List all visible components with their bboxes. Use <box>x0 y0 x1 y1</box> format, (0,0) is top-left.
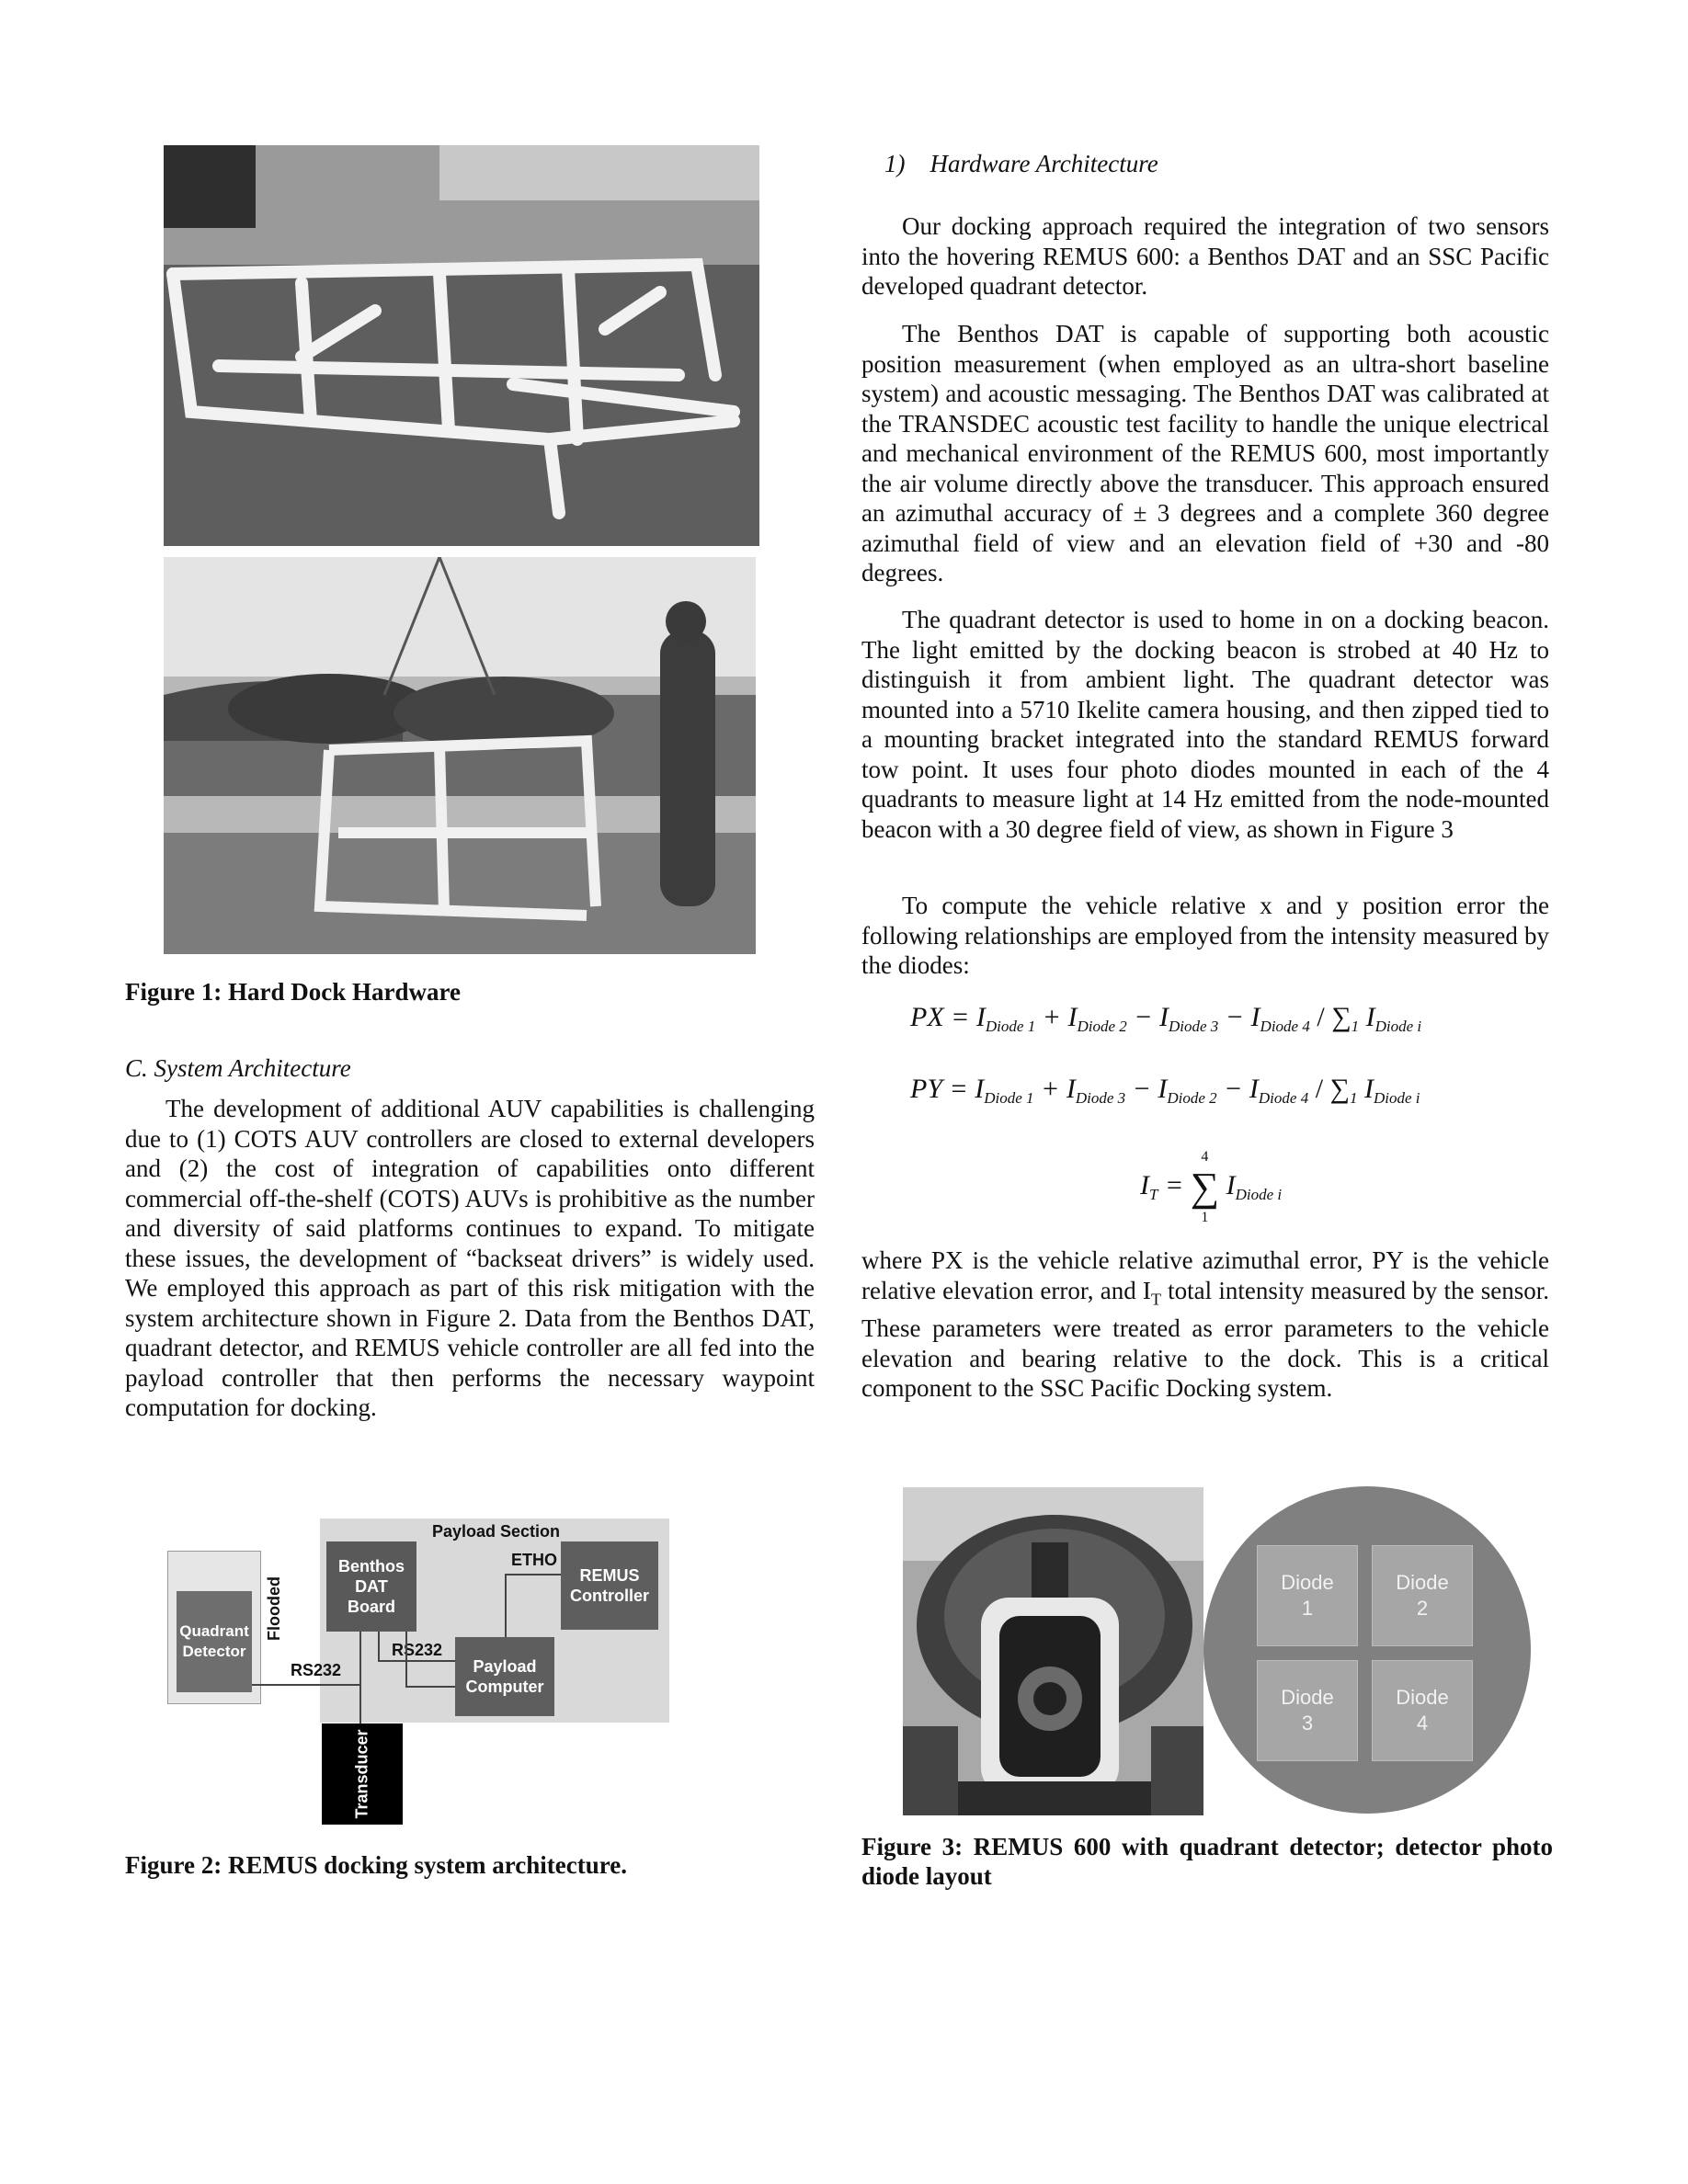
section-1-p1: Our docking approach required the integration of two sensors into the hovering REMUS 600: a Benthos DAT and an SSC Pacific developed quadrant detector. <box>861 212 1549 300</box>
payload-section-title: Payload Section <box>432 1522 561 1541</box>
figure3-caption: Figure 3: REMUS 600 with quadrant detector; detector photo diode layout <box>861 1833 1553 1890</box>
payload-computer-box: Payload Computer <box>455 1637 554 1716</box>
etho-label: ETHO <box>511 1551 558 1569</box>
diode-2-cell: Diode 2 <box>1372 1545 1473 1646</box>
section-1-heading: 1) Hardware Architecture <box>884 150 1158 177</box>
section-c-heading: C. System Architecture <box>125 1054 351 1082</box>
section-1-p4: To compute the vehicle relative x and y position error the following relationships are employed from the intensity measured by the diodes: <box>861 892 1549 979</box>
flooded-label: Flooded <box>265 1576 283 1641</box>
section-c-paragraph: The development of additional AUV capabilities is challenging due to (1) COTS AUV controllers are closed to external developers and (2) the cost of integration of capabilities onto different commercial off-the-shelf (COTS) AUVs is prohibitive as the number and diversity of said platforms continues to expand. To mitigate these issues, the development of “backseat drivers” is widely used. We employed this approach as part of this risk mitigation with the system architecture shown in Figure 2. Data from the Benthos DAT, quadrant detector, and REMUS vehicle controller are all fed into the payload controller that then performs the necessary waypoint computation for docking. <box>125 1095 815 1421</box>
diode-1-cell: Diode 1 <box>1257 1545 1358 1646</box>
section-1-p3: The quadrant detector is used to home in on a docking beacon. The light emitted by the docking beacon is strobed at 40 Hz to distinguish it from ambient light. The quadrant detector was mounted into a 5710 Ikelite camera housing, and then zipped tied to a mounting bracket integrated into the standard REMUS forward tow point. It uses four photo diodes mounted in each of the 4 quadrants to measure light at 14 Hz emitted from the node-mounted beacon with a 30 degree field of view, as shown in Figure 3 <box>861 606 1549 843</box>
figure3-photo-remus <box>903 1487 1203 1815</box>
equation-px: PX = $I_{Diode 1} + I_{Diode 2} - I_{Diode 3} - I_{Diode 4} / \sum_1$ $I_{Diode i}$ <box>910 1002 1422 1035</box>
transducer-box: Transducer <box>322 1723 403 1825</box>
diode-4-cell: Diode 4 <box>1372 1660 1473 1761</box>
section-1-p2: The Benthos DAT is capable of supporting both acoustic position measurement (when employed as an ultra-short baseline system) and acoustic messaging. The Benthos DAT was calibrated at the TRANSDEC acoustic test facility to handle the unique electrical and mechanical environment of the REMUS 600, most importantly the air volume directly above the transducer. This approach ensured an azimuthal accuracy of ± 3 degrees and a complete 360 degree azimuthal field of view and an elevation field of +30 and -80 degrees. <box>861 320 1549 586</box>
diode-3-cell: Diode 3 <box>1257 1660 1358 1761</box>
equation-py: PY = $I_{Diode 1} + I_{Diode 3} - I_{Diode 2} - I_{Diode 4} / \sum_1$ $I_{Diode i}$ <box>910 1074 1420 1107</box>
benthos-dat-board-box: Benthos DAT Board <box>326 1541 416 1632</box>
figure2-diagram <box>165 1503 680 1834</box>
figure1-caption: Figure 1: Hard Dock Hardware <box>125 978 461 1006</box>
diode-layout-circle <box>1203 1486 1531 1814</box>
figure2-connectors <box>165 1503 680 1834</box>
quadrant-detector-box: Quadrant Detector <box>177 1591 252 1692</box>
remus-controller-box: REMUS Controller <box>561 1541 658 1630</box>
equation-it: $I_T$ = 4 ∑ 1 $I_{Diode i}$ <box>1140 1149 1283 1225</box>
figure1-photo-floats <box>164 557 756 954</box>
rs232-label-a: RS232 <box>392 1641 443 1659</box>
figure2-caption: Figure 2: REMUS docking system architecture. <box>125 1851 627 1879</box>
rs232-label-b: RS232 <box>291 1661 342 1679</box>
figure1-photo-frame <box>164 145 759 546</box>
section-1-p5: where PX is the vehicle relative azimuthal error, PY is the vehicle relative elevation error, and $I_T$ total intensity measured by the sensor. These parameters were treated as error parameters to the vehicle elevation and bearing relative to the dock. This is a critical component to the SSC Pacific Docking system. <box>861 1246 1549 1403</box>
